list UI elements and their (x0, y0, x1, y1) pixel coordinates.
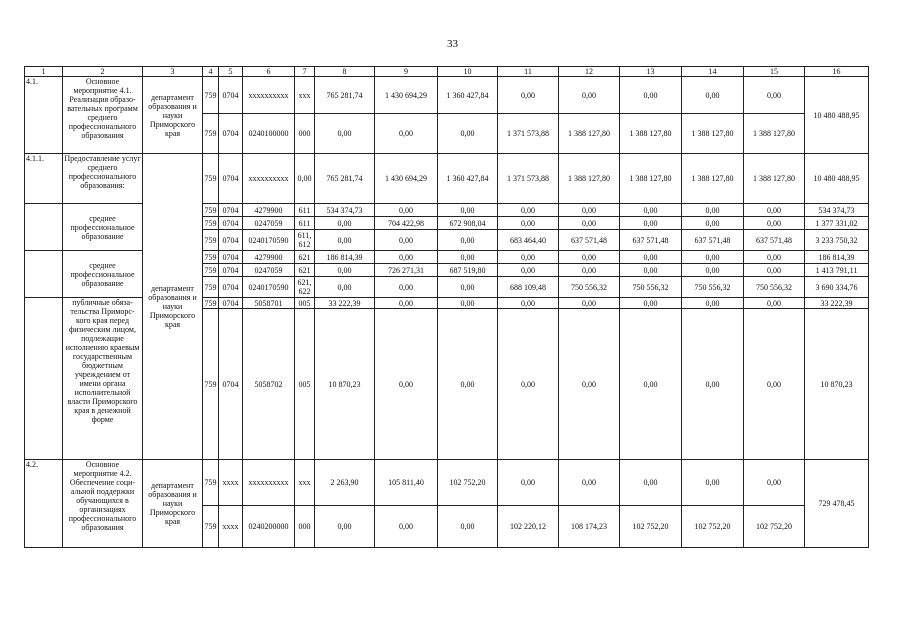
table-cell: 0,00 (498, 460, 559, 506)
table-cell: 102 752,20 (744, 506, 805, 548)
table-cell: 1 377 331,02 (805, 217, 869, 230)
measure-name: Предоставление услуг среднего профессионального образования: (63, 154, 143, 204)
table-cell: 1 413 791,11 (805, 264, 869, 277)
table-cell: 102 752,20 (682, 506, 744, 548)
table-cell: 0704 (219, 298, 243, 309)
table-cell: 687 519,80 (438, 264, 498, 277)
column-number: 5 (219, 67, 243, 77)
row-number (25, 251, 63, 298)
table-cell: 2 263,90 (315, 460, 375, 506)
row-total: 10 480 488,95 (805, 77, 869, 154)
table-cell: 672 908,04 (438, 217, 498, 230)
table-cell: 0,00 (682, 309, 744, 460)
table-cell: 186 814,39 (315, 251, 375, 264)
row-number (25, 298, 63, 460)
table-cell: 759 (203, 309, 219, 460)
table-cell: 621, 622 (295, 277, 315, 298)
table-cell: 0240170590 (243, 277, 295, 298)
table-cell: 0,00 (438, 251, 498, 264)
table-cell: 3 690 334,76 (805, 277, 869, 298)
row-total: 729 478,45 (805, 460, 869, 548)
table-cell: 4279900 (243, 204, 295, 217)
table-cell: 0704 (219, 204, 243, 217)
table-cell: 0,00 (375, 506, 438, 548)
table-cell: xxx (295, 460, 315, 506)
table-cell: 1 388 127,80 (744, 114, 805, 154)
table-cell: 33 222,39 (315, 298, 375, 309)
table-cell: 637 571,48 (559, 230, 620, 251)
table-cell: 759 (203, 277, 219, 298)
table-cell: 534 374,73 (805, 204, 869, 217)
table-cell: 0,00 (620, 309, 682, 460)
table-cell: 0,00 (559, 217, 620, 230)
table-cell: 0,00 (559, 77, 620, 114)
table-cell: 0,00 (744, 77, 805, 114)
table-cell: 000 (295, 114, 315, 154)
table-cell: 0,00 (682, 251, 744, 264)
table-cell: 0,00 (744, 217, 805, 230)
table-cell: 0,00 (315, 277, 375, 298)
table-cell: 0,00 (744, 251, 805, 264)
table-cell: 0704 (219, 309, 243, 460)
table-cell: 759 (203, 460, 219, 506)
table-cell: 102 220,12 (498, 506, 559, 548)
table-cell: xxxxxxxxxx (243, 460, 295, 506)
table-cell: 1 388 127,80 (744, 154, 805, 204)
table-cell: 637 571,48 (620, 230, 682, 251)
table-cell: 0,00 (620, 460, 682, 506)
table-cell: 0,00 (620, 251, 682, 264)
table-cell: 0240100000 (243, 114, 295, 154)
page-number: 33 (447, 38, 458, 50)
table-cell: 611 (295, 217, 315, 230)
table-cell: 1 388 127,80 (620, 114, 682, 154)
table-cell: xxxxxxxxxx (243, 77, 295, 114)
table-cell: 0,00 (375, 298, 438, 309)
table-cell: 1 371 573,88 (498, 114, 559, 154)
row-4-1-a (25, 77, 869, 114)
table-cell: 1 388 127,80 (620, 154, 682, 204)
table-cell: 0,00 (744, 204, 805, 217)
table-cell: 005 (295, 298, 315, 309)
table-cell: 0704 (219, 154, 243, 204)
table-cell: 759 (204, 298, 217, 308)
row-4-1-1 (25, 154, 869, 204)
table-cell: 102 752,20 (438, 460, 498, 506)
table-cell: 105 811,40 (375, 460, 438, 506)
table-cell: 704 422,98 (375, 217, 438, 230)
table-cell: 005 (295, 309, 315, 460)
table-cell: 750 556,32 (682, 277, 744, 298)
table-cell: 33 222,39 (805, 298, 869, 309)
table-cell: 759 (204, 218, 217, 228)
table-cell: 0,00 (438, 277, 498, 298)
table-cell: 0,00 (375, 230, 438, 251)
column-number: 11 (498, 67, 559, 77)
table-cell: 765 281,74 (315, 154, 375, 204)
measure-name: среднее профессиональное образование (63, 251, 143, 298)
table-cell: 759 (203, 114, 219, 154)
measure-name: публичные обяза-тельства Приморс-кого края перед физическим лицом, подлежащие исполнению краевым государственным бюджетным учреждением от имени органа исполнительной власти Приморского края в денежной форме (63, 298, 143, 460)
table-cell: 0,00 (295, 154, 315, 204)
table-cell: 0,00 (438, 204, 498, 217)
table-cell: 534 374,73 (315, 204, 375, 217)
table-cell: 683 464,40 (498, 230, 559, 251)
table-cell: 0,00 (744, 309, 805, 460)
table-cell: 0,00 (498, 264, 559, 277)
table-cell: 0,00 (498, 298, 559, 309)
table-cell: 0,00 (620, 204, 682, 217)
table-cell: 759 (204, 252, 217, 262)
table-cell: 621 (295, 251, 315, 264)
table-cell: 10 870,23 (315, 309, 375, 460)
table-cell: 1 360 427,84 (438, 77, 498, 114)
table-cell: 0704 (219, 230, 243, 251)
table-cell: 0,00 (498, 309, 559, 460)
column-number: 7 (295, 67, 315, 77)
table-cell: 186 814,39 (805, 251, 869, 264)
table-cell: 688 109,48 (498, 277, 559, 298)
row-number: 4.2. (25, 460, 63, 548)
table-cell: 0704 (219, 264, 243, 277)
column-number: 9 (375, 67, 438, 77)
table-cell: xxx (295, 77, 315, 114)
column-number: 16 (805, 67, 869, 77)
column-number: 4 (203, 67, 219, 77)
table-cell: 1 388 127,80 (682, 114, 744, 154)
column-number: 8 (315, 67, 375, 77)
table-cell: 0704 (219, 77, 243, 114)
table-cell: 0,00 (375, 277, 438, 298)
row-number: 4.1. (25, 77, 63, 154)
table-cell: 0,00 (620, 217, 682, 230)
department: департамент образования и науки Приморского края (143, 154, 203, 460)
table-cell: 759 (203, 77, 219, 114)
column-number: 2 (63, 67, 143, 77)
budget-table (24, 66, 869, 548)
table-cell: 759 (204, 205, 217, 215)
table-cell: xxxx (219, 506, 243, 548)
table-cell: 759 (203, 506, 219, 548)
table-cell: 0,00 (375, 204, 438, 217)
table-cell: 0,00 (375, 309, 438, 460)
table-cell: 750 556,32 (559, 277, 620, 298)
table-cell: 000 (295, 506, 315, 548)
table-cell: 0,00 (438, 309, 498, 460)
table-cell: 0,00 (744, 264, 805, 277)
table-cell: 759 (203, 230, 219, 251)
table-cell: 0,00 (438, 298, 498, 309)
table-cell: 5058701 (243, 298, 295, 309)
table-cell: 0,00 (744, 460, 805, 506)
table-cell: 1 388 127,80 (682, 154, 744, 204)
table-cell: 1 388 127,80 (559, 154, 620, 204)
table-cell: 0240200000 (243, 506, 295, 548)
column-number: 10 (438, 67, 498, 77)
table-cell: 0,00 (620, 77, 682, 114)
table-cell: 750 556,32 (744, 277, 805, 298)
table-cell: 0,00 (315, 264, 375, 277)
table-cell: 0247059 (243, 264, 295, 277)
table-cell: 759 (203, 154, 219, 204)
column-number: 15 (744, 67, 805, 77)
table-cell: 1 371 573,88 (498, 154, 559, 204)
table-cell: 10 480 488,95 (805, 154, 869, 204)
table-cell: 0704 (219, 114, 243, 154)
table-cell: 5058702 (243, 309, 295, 460)
row-number: 4.1.1. (25, 154, 63, 204)
department: департамент образования и науки Приморского края (143, 77, 203, 154)
table-cell: 0,00 (438, 230, 498, 251)
table-cell: 0,00 (315, 217, 375, 230)
table-cell: 0,00 (498, 77, 559, 114)
table-cell: 1 360 427,84 (438, 154, 498, 204)
table-cell: 0240170590 (243, 230, 295, 251)
table-cell: 759 (204, 265, 217, 275)
table-cell: 0704 (219, 251, 243, 264)
table-cell: 102 752,20 (620, 506, 682, 548)
table-cell: 3 233 750,32 (805, 230, 869, 251)
column-number: 6 (243, 67, 295, 77)
table-cell: 637 571,48 (682, 230, 744, 251)
table-cell: 0,00 (620, 264, 682, 277)
table-cell: 108 174,23 (559, 506, 620, 548)
table-cell: 1 430 694,29 (375, 77, 438, 114)
table-cell: 637 571,48 (744, 230, 805, 251)
table-cell: 0,00 (559, 204, 620, 217)
table-cell: 0704 (219, 217, 243, 230)
table-cell: 0,00 (438, 506, 498, 548)
column-number: 3 (143, 67, 203, 77)
measure-name: Основное мероприятие 4.2. Обеспечение соци-альной поддержки обучающихся в организациях профессионального образования (63, 460, 143, 548)
table-cell: 0,00 (315, 506, 375, 548)
table-cell: 1 430 694,29 (375, 154, 438, 204)
column-number: 1 (25, 67, 63, 77)
table-cell: 0,00 (375, 114, 438, 154)
table-cell: 0,00 (559, 298, 620, 309)
column-number: 13 (620, 67, 682, 77)
table-cell: 0,00 (498, 251, 559, 264)
table-cell: 611 (295, 204, 315, 217)
table-cell: 0247059 (243, 217, 295, 230)
table-cell: xxxxxxxxxx (243, 154, 295, 204)
measure-name: среднее профессиональное образование (63, 204, 143, 251)
department: департамент образования и науки Приморского края (143, 460, 203, 548)
table-cell: 0,00 (620, 298, 682, 309)
table-cell: 726 271,31 (375, 264, 438, 277)
table-cell: 1 388 127,80 (559, 114, 620, 154)
column-number: 12 (559, 67, 620, 77)
table-cell: 0,00 (682, 77, 744, 114)
table-cell: 4279900 (243, 251, 295, 264)
table-cell: 0,00 (375, 251, 438, 264)
table-cell: 0704 (219, 277, 243, 298)
table-cell: 0,00 (682, 217, 744, 230)
table-cell: 0,00 (682, 460, 744, 506)
table-cell: 0,00 (498, 204, 559, 217)
table-cell: 765 281,74 (315, 77, 375, 114)
table-cell: 0,00 (315, 230, 375, 251)
table-cell: 621 (295, 264, 315, 277)
column-number-row (25, 67, 869, 77)
table-cell: 0,00 (498, 217, 559, 230)
table-cell: 0,00 (559, 460, 620, 506)
table-cell: 0,00 (438, 114, 498, 154)
table-cell: 0,00 (559, 309, 620, 460)
table-cell: 0,00 (559, 251, 620, 264)
table-cell: 0,00 (682, 298, 744, 309)
table-cell: 0,00 (744, 298, 805, 309)
table-cell: 0,00 (315, 114, 375, 154)
table-cell: 750 556,32 (620, 277, 682, 298)
row-number (25, 204, 63, 251)
table-cell: 0,00 (682, 264, 744, 277)
row-4-2-a (25, 460, 869, 506)
table-cell: 10 870,23 (805, 309, 869, 460)
column-number: 14 (682, 67, 744, 77)
table-cell: 0,00 (559, 264, 620, 277)
measure-name: Основное мероприятие 4.1. Реализация образо-вательных программ среднего профессионального образования (63, 77, 143, 154)
table-cell: xxxx (219, 460, 243, 506)
table-cell: 611, 612 (295, 230, 315, 251)
table-cell: 0,00 (682, 204, 744, 217)
